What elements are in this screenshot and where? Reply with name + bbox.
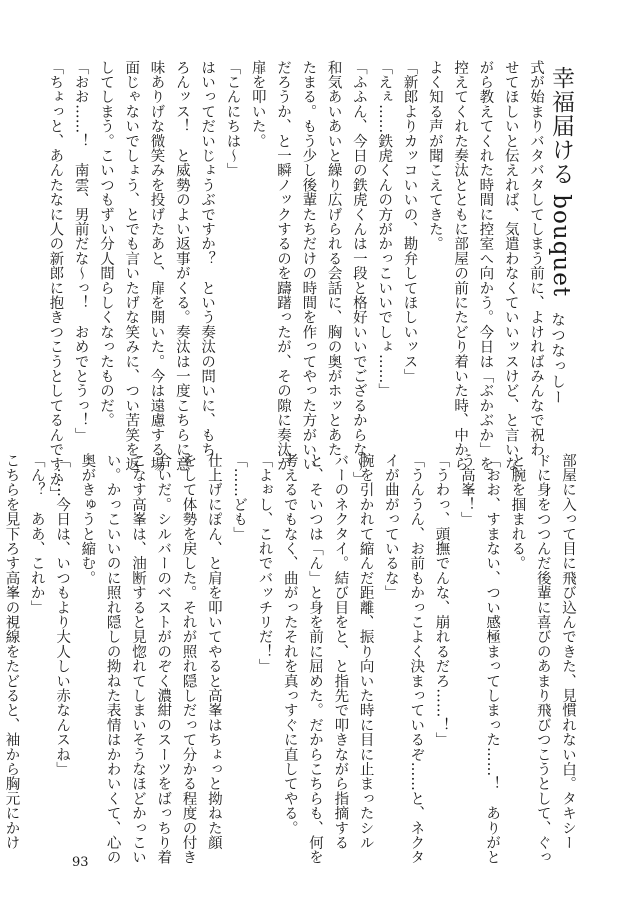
story-title: 幸福届ける bouquet (548, 66, 574, 298)
upper-body-text: 式が始まりバタバタしてしまう前に、よければみんなで祝わ せてほしいと伝えれば、気遣わなくていいッスけど、と言いな がら教えてくれた時間に控室へ向かう。今日は「ぶかぶか」を 控えてくれた奏汰とともに部屋の前にたどり着いた時、中から よく知る声が聞こえてきた。 「新郎よりカッコいいの、勘弁してほしいッス」 「えぇ……鉄虎くんの方がかっこいいでしょ……」 「ふふん、今日の鉄虎くんは一段と格好いいでござるからな～」 和気あいあいと繰り広げられる会話に、胸の奥がホッとあた たまる。もう少し後輩たちだけの時間を作ってやった方がいい だろうか、と一瞬ノックするのを躊躇ったが、その隙に奏汰が 扉を叩いた。 「こんにちは～」 はいってだいじょうぶですか？ という奏汰の問いに、もち ろんッス！ と威勢のよい返事がくる。奏汰は一度こちらに意 味ありげな微笑みを投げたあと、扉を開いた。今は遠慮する場 面じゃないでしょう、とでも言いたげな笑みに、つい苦笑を返 してしまう。こいつもずい分人間らしくなったものだ。 「おお……！ 南雲、男前だな～っ！ おめでとうっ！」 「ちょっと、あんたなに人の新郎に抱きつこうとしてるんですか」 (47, 60, 544, 501)
page-number: 93 (72, 855, 89, 870)
author-name: なつなっしー (549, 312, 565, 405)
lower-body-text: 部屋に入って目に飛び込んできた、見慣れない白。タキシー ドに身をつつんだ後輩に喜びのあまり飛びつこうとして、ぐっ と腕を掴まれる。 「おお、すまない、つい感極まってしまった……！ ありがと う高峯！」 「うわっ、頭撫でんな、崩れるだろ……！」 「うんうん、お前もかっこよく決まっているぞ……と、ネクタ イが曲がっているな」 腕を引かれて縮んだ距離、振り向いた時に目に止まったシル バーのネクタイ。結び目をと、と指先で叩きながら指摘する と、そいつは「ん」と身を前に屈めた。だからこちらも、何を 考えるでもなく、曲がったそれを真っすぐに直してやる。 「よぉし、これでバッチリだ！」 「……ども」 仕上げにぽん、と肩を叩いてやると高峯はちょっと拗ねた顔 をして体勢を戻した。それが照れ隠しだって分かる程度の付き 合いだ。シルバーのベストがのぞく濃紺のスーツをばっちり着 こなす高峯は、油断すると見惚れてしまいそうなほどかっこい い。かっこいいのに照れ隠しの拗ねた表情はかわいくて、心の 奥がきゅうと縮む。 「……今日は、いつもより大人しい赤なんスね」 「ん？ ああ、これか」 こちらを見下ろす高峯の視線をたどると、袖から胸元にかけ (3, 453, 576, 865)
